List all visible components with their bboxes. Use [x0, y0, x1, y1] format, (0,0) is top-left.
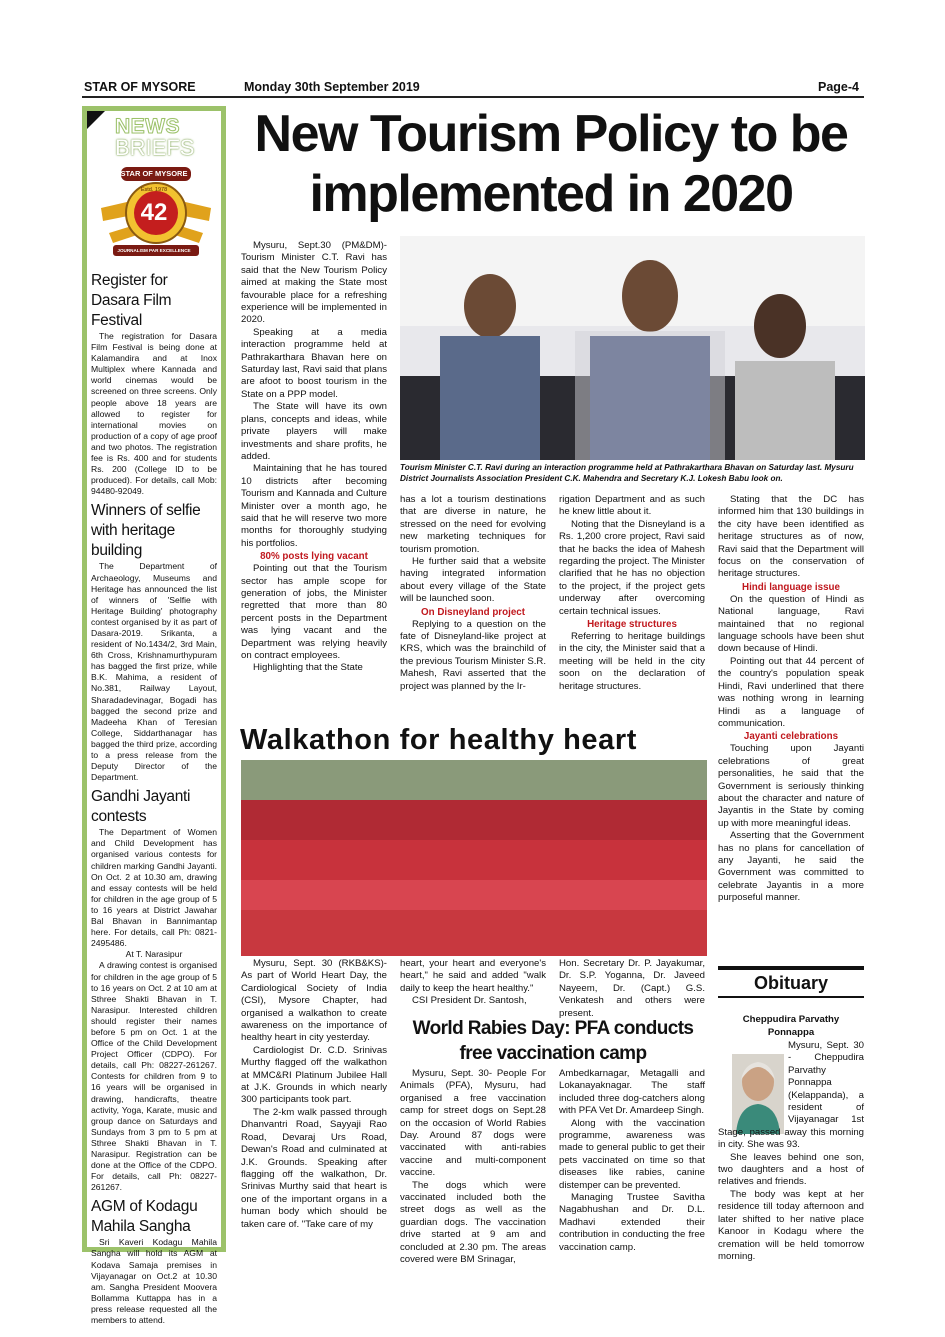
article-paragraph: Referring to heritage buildings in the city, the Minister said that a meeting will be held in the city soon on the declaration of heritage structures. [559, 631, 705, 692]
obituary-name-line2: Ponnappa [767, 1026, 815, 1038]
obituary-text [718, 1040, 864, 1270]
tourism-headline-line1: New Tourism Policy to be [254, 105, 848, 163]
walkathon-col-2 [400, 958, 546, 1014]
article-paragraph: Managing Trustee Savitha Nagabhushan and Dr. D.L. Madhavi extended their contribution in conducting the free vaccination camp. [559, 1192, 705, 1253]
walkathon-crowd-image [241, 760, 707, 956]
article-paragraph: Mysuru, Sept. 30 (RKB&KS)- As part of World Heart Day, the Cardiological Society of India (CSI), Mysore Chapter, had organised a walkathon to create awareness on the importance of healthy heart in city yesterday. [241, 958, 387, 1044]
article-paragraph: has a lot a tourism destinations that are diverse in nature, he stressed on the need for evolving new marketing techniques for tourism promotion. [400, 494, 546, 555]
header-rule [82, 96, 864, 98]
rabies-headline-line2: free vaccination camp [459, 1043, 647, 1064]
brief-title: Winners of selfie with heritage building [91, 502, 201, 560]
article-paragraph: He further said that a website having integrated information about every village of the State will be launched soon. [400, 556, 546, 605]
walkathon-photo [241, 760, 707, 956]
brief-item [91, 1197, 217, 1326]
subhead-heritage: Heritage structures [587, 619, 677, 631]
rabies-col-2 [559, 1068, 705, 1268]
brief-item [91, 271, 217, 497]
brief-item [91, 501, 217, 783]
obituary-name-line1: Cheppudira Parvathy [742, 1014, 840, 1025]
brief-item [91, 787, 217, 1193]
news-briefs-sidebar [82, 106, 226, 1326]
article-paragraph: The State will have its own plans, concepts and ideas, while private players will make investments and share profits, he added. [241, 401, 387, 462]
page-number: Page-4 [818, 80, 859, 94]
walkathon-col-1 [241, 958, 387, 1268]
article-paragraph: Along with the vaccination programme, awareness was made to general public to get their pets vaccinated on time so that diseases like rabies, canine distemper can be prevented. [559, 1117, 705, 1191]
article-paragraph: Pointing out that 44 percent of the country's population speak Hindi, Ravi underlined that there was nothing wrong in learning Hindi as a language of communication. [718, 655, 864, 729]
article-paragraph: The 2-km walk passed through Dhanvantri Road, Sayyaji Rao Road, Devaraj Urs Road, Dewan's Road and culminated at J.K. Grounds. Speaking after flagging off the walkathon, Dr. Srinivas Murthy said that heart is one of the important organs in a human body which should be taken care of. "Take care of my [241, 1106, 387, 1230]
article-paragraph: Ambedkarnagar, Metagalli and Lokanayaknagar. The staff included three dog-catchers along with PFA Vet Dr. Amardeep Singh. [559, 1068, 705, 1117]
tourism-caption: Tourism Minister C.T. Ravi during an interaction programme held at Pathrakarthara Bhavan on Saturday last. Mysuru District Journalists Association President C.K. Mahendra and Secretary K.J. Lokesh Babu look on. [400, 463, 854, 483]
obituary-paragraph: She leaves behind one son, two daughters and a host of relatives and friends. [718, 1151, 864, 1188]
news-briefs-banner [91, 111, 217, 163]
emblem-est: Estd. 1978 [140, 187, 168, 193]
anniversary-emblem [91, 163, 217, 271]
obituary-name [718, 1014, 864, 1039]
article-paragraph: rigation Department and as such he knew little about it. [559, 494, 705, 518]
tourism-col-1 [241, 240, 387, 718]
article-paragraph: heart, your heart and everyone's heart," he said and added "walk daily to keep the heart healthy." [400, 958, 546, 994]
masthead-name: STAR OF MYSORE [84, 80, 196, 94]
article-paragraph: Pointing out that the Tourism sector has ample scope for generation of jobs, the Minister regretted that more than 80 percent posts in the Department was lying vacant and the Department was relying heavily on contract employees. [241, 563, 387, 661]
rabies-headline-line1: World Rabies Day: PFA conducts [412, 1018, 694, 1039]
tourism-col-3 [559, 494, 705, 720]
brief-title: Register for Dasara Film Festival [91, 272, 172, 329]
article-paragraph: Mysuru, Sept.30 (PM&DM)- Tourism Minister C.T. Ravi has said that the New Tourism Policy aimed at making the State most favourable place for a refreshing experience will be implemented in 2020. [241, 240, 387, 326]
brief-title: AGM of Kodagu Mahila Sangha [91, 1198, 198, 1236]
tourism-photo [400, 236, 865, 460]
article-paragraph: On the question of Hindi as National language, Ravi maintained that no regional language schools have been shut down because of Hindi. [718, 593, 864, 655]
article-paragraph: The dogs which were vaccinated included both the street dogs as well as the guardian dogs. The vaccination drive started at 9 am and concluded at 2.30 pm. The areas covered were BM Srinagar, [400, 1179, 546, 1266]
article-paragraph: Speaking at a media interaction programme held at Pathrakarthara Bhavan here on Saturday last, Ravi said that plans are afoot to boost tourism in the State on a PPP model. [241, 326, 387, 400]
brief-text: A drawing contest is organised for children in the age group of 5 to 16 years on Oct. 2 at 10 am at Sthree Shakti Bhavan in T. Narasipur. Interested children should register their names before 5 pm on Oct. 1 at the Office of the Child Development Project Officer (CDPO). For details, call Ph: 08227-261267. Contests for children from 9 to 16 years will be organised in drawing, handicrafts, theatre activity, Yoga, Karate, music and group dance on Saturdays and Sundays from 3 pm to 5 pm at Sthree Shakti Bhavan in T. Narasipur. Registration can be done at the Office of the CDPO. For details, call Ph: 08227-261267. [91, 960, 217, 1193]
briefs-label: BRIEFS [115, 135, 195, 160]
walkathon-col-3 [559, 958, 705, 1019]
tourism-col-2 [400, 494, 546, 720]
article-paragraph: Hon. Secretary Dr. P. Jayakumar, Dr. S.P. Yoganna, Dr. Javeed Nayeem, Dr. (Capt.) G.S. Venkatesh and others were present. [559, 958, 705, 1019]
subhead-vacant-posts: 80% posts lying vacant [260, 551, 368, 563]
subhead-hindi: Hindi language issue [742, 581, 840, 593]
article-paragraph: Noting that the Disneyland is a Rs. 1,200 crore project, Ravi said that he backs the idea of Mahesh regarding the project. The Minister clarified that he has no objection to the project, if the project gets underway after overcoming certain technical issues. [559, 518, 705, 617]
obituary-heading: Obituary [753, 973, 828, 993]
tourism-col-4 [718, 494, 864, 958]
obituary-box [718, 966, 864, 998]
brief-text: The Department of Archaeology, Museums and Heritage has announced the list of winners of 'Selfie with Heritage Building' photography contest organised by it as part of Dasara-2019. Srikanta, a resident of No.1434/2, 3rd Main, 6th Cross, Krishnamurthypuram has bagged the first prize, while B.K. Mahima, a resident of No.381, Railway Layout, Sharadadevinagar, Bogadi has bagged the second prize and Madeeha Khan of Teresian College, Siddarthanagar has bagged the third prize, according to a press release from the Deputy Director of the Department. [91, 561, 217, 783]
brief-text: The registration for Dasara Film Festival is being done at Kalamandira and at Inox Multiplex where Kannada and world cinemas would be screened on three screens. Only people above 18 years are allowed to register for international movies on production of a copy of age proof and two photos. The registration fee is Rs. 400 and for students Rs. 200 (College ID to be produced). For details, call Mob: 94480-92049. [91, 331, 217, 497]
article-paragraph: CSI President Dr. Santosh, [412, 995, 527, 1007]
brief-subhead: At T. Narasipur [125, 949, 183, 960]
subhead-disneyland: On Disneyland project [421, 606, 525, 618]
tourism-headline [236, 104, 866, 224]
article-paragraph: Touching upon Jayanti celebrations of great personalities, he said that the Government is seriously thinking about the character and nature of Jayantis in the State by coming up with more meaningful ideas. [718, 743, 864, 829]
press-meet-image [400, 236, 865, 460]
obituary-paragraph: Mysuru, Sept. 30 - Cheppudira Parvathy Ponnappa (Kelappanda), a resident of Vijayanagar 1st Stage, passed away this morning in city. She was 93. [718, 1040, 864, 1151]
walkathon-headline: Walkathon for healthy heart [240, 724, 638, 756]
tourism-headline-line2: implemented in 2020 [309, 165, 793, 223]
emblem-top-text: STAR OF MYSORE [120, 169, 188, 178]
article-paragraph: Asserting that the Government has no plans for cancellation of any Jayanti, he said the Government was committed to celebrate Jayantis in a more purposeful manner. [718, 830, 864, 904]
emblem-number: 42 [140, 199, 168, 226]
article-paragraph: Cardiologist Dr. C.D. Srinivas Murthy flagged off the walkathon at MMC&RI Platinum Jubilee Hall at J.K. Grounds in which nearly 300 participants took part. [241, 1044, 387, 1106]
brief-text: Sri Kaveri Kodagu Mahila Sangha will hold its AGM at Kodava Samaja premises in Vijayanagar on Oct.2 at 10.30 am. Sangha President Moovera Bollamma Kuttappa has in a press release requested all the members to attend. [91, 1237, 217, 1326]
article-paragraph: Maintaining that he has toured 10 districts after becoming Tourism and Kannada and Culture Minister over a month ago, he said that he will reserve two more months for thoroughly studying his portfolios. [241, 463, 387, 549]
brief-title: Gandhi Jayanti contests [91, 788, 191, 826]
brief-text: The Department of Women and Child Development has organised various contests for children marking Gandhi Jayanti. On Oct. 2 at 10.30 am, drawing and essay contests will be held for children in the age group of 5 to 16 years at District Jawahar Bal Bhavan in Bannimantap here. For details, call Ph: 0821-2495486. [91, 827, 217, 949]
issue-date: Monday 30th September 2019 [244, 80, 420, 94]
subhead-jayanti: Jayanti celebrations [743, 731, 839, 743]
news-label: NEWS [115, 115, 180, 138]
corner-triangle-icon [87, 111, 107, 131]
obituary-paragraph: The body was kept at her residence till today afternoon and later shifted to her native place Kanoor in Kodagu where the cremation will be held tomorrow morning. [718, 1188, 864, 1262]
article-paragraph: Highlighting that the State [253, 662, 363, 674]
article-paragraph: Replying to a question on the fate of Disneyland-like project at KRS, which was the brainchild of the previous Tourism Minister S.R. Mahesh, Ravi asserted that the project was planned by the Ir- [400, 618, 546, 692]
rabies-col-1 [400, 1068, 546, 1268]
article-paragraph: Mysuru, Sept. 30- People For Animals (PFA), Mysuru, had organised a free vaccination camp for street dogs on Sept.28 on the occasion of World Rabies Day. Around 87 dogs were vaccinated with anti-rabies vaccine and multi-component vaccine. [400, 1068, 546, 1179]
rabies-headline [398, 1016, 708, 1066]
article-paragraph: Stating that the DC has informed him that 130 buildings in the city have been identified as heritage structures as of now, Ravi said that the Department will focus on the conservation of heritage structures. [718, 494, 864, 580]
emblem-motto: JOURNALISM PAR EXCELLENCE [117, 248, 191, 253]
